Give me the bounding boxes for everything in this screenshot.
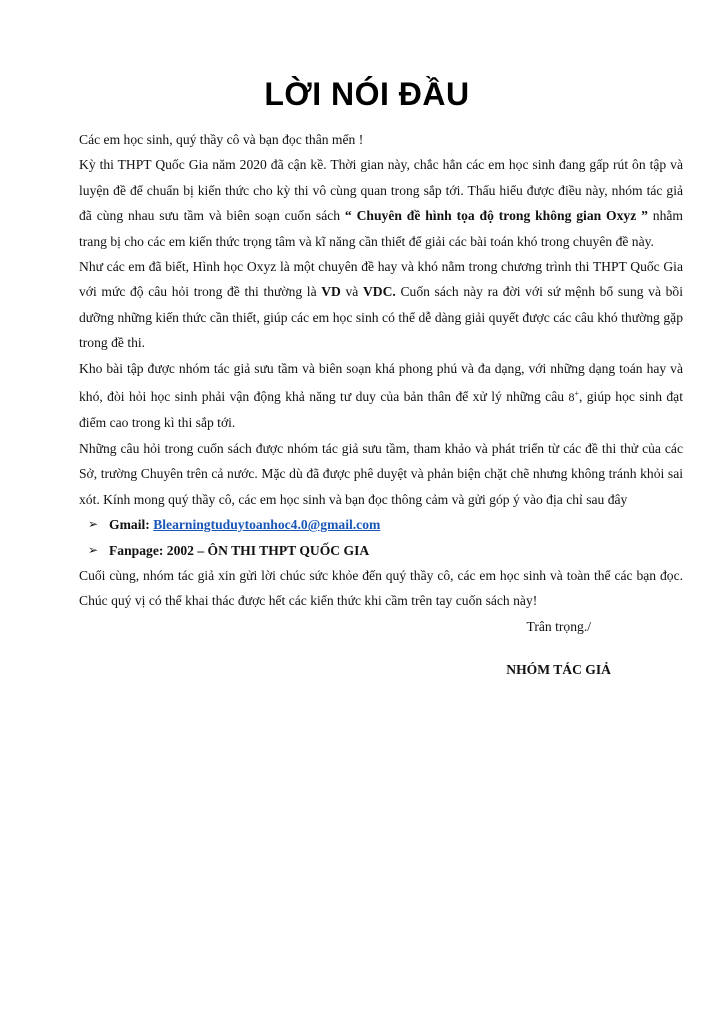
arrow-bullet-icon: ➢ [88,517,99,532]
score-plus: + [574,389,579,399]
greeting: Các em học sinh, quý thầy cô và bạn đọc thân mến ! [79,132,364,147]
level-vdc: VDC. [362,284,396,300]
paragraph-intro-text-end: nhằm trang bị cho các em kiến thức trọng tâm và kĩ năng cần thiết để giải các bài toán khó trong chuyên đề này. [79,208,683,249]
paragraph-exercises [79,356,683,436]
paragraph-topic-text: Như các em đã biết, Hình học Oxyz là một chuyên đề hay và khó nằm trong chương trình thi THPT Quốc Gia với mức độ câu hỏi trong đề thi thường là [79,259,683,300]
level-vd: VD [321,284,341,300]
arrow-bullet-icon: ➢ [88,542,99,557]
paragraph-closing: Cuối cùng, nhóm tác giả xin gửi lời chúc sức khỏe đến quý thầy cô, các em học sinh và toàn thể các bạn đọc. Chúc quý vị có thể khai thác được hết các kiến thức khi cầm trên tay cuốn sách này! [79,567,683,609]
paragraph-intro-text: Kỳ thi THPT Quốc Gia năm 2020 đã cận kề. Thời gian này, chắc hẳn các em học sinh đang gấp rút ôn tập và luyện đề để chuẩn bị kiến thức cho kỳ thi vô cùng quan trong sắp tới. Thấu hiểu được điều này, nhóm tác giả đã cùng nhau sưu tầm và biên soạn cuốn sách [79,157,683,224]
conjunction: và [340,284,363,300]
paragraph-topic [79,254,683,356]
document-body [79,127,683,683]
author-signature: NHÓM TÁC GIẢ [506,662,611,678]
gmail-label: Gmail: [109,517,154,533]
book-title: “ Chuyên đề hình tọa độ trong không gian Oxyz ” [344,208,648,224]
paragraph-topic-text-end: Cuốn sách này ra đời với sứ mệnh bổ sung và bồi dưỡng những kiến thức cần thiết, giúp các em học sinh có thể dễ dàng giải quyết được các câu khó thường gặp trong đề thi. [79,284,683,351]
page-title: LỜI NÓI ĐẦU [264,76,470,112]
contact-list [79,512,683,563]
score-value: 8 [568,390,575,405]
paragraph-exercises-text-end: , giúp học sinh đạt điểm cao trong kì thi sắp tới. [79,389,683,431]
contact-fanpage [79,538,683,563]
paragraph-sources: Những câu hỏi trong cuốn sách được nhóm tác giả sưu tầm, tham khảo và phát triển từ các đề thi thử của các Sở, trường Chuyên trên cả nước. Mặc dù đã được phê duyệt và phản biện chặt chẽ nhưng không tránh khỏi sai xót. Kính mong quý thầy cô, các em học sinh và bạn đọc thông cảm và gửi góp ý vào địa chỉ sau đây [79,440,683,507]
paragraph-exercises-text: Kho bài tập được nhóm tác giả sưu tầm và biên soạn khá phong phú và đa dạng, với những dạng toán hay và khó, đòi hỏi học sinh phải vận động khả năng tư duy của bản thân để xử lý những câu [79,360,683,405]
closing-regards: Trân trọng./ [526,618,591,634]
fanpage-label: Fanpage: 2002 – ÔN THI THPT QUỐC GIA [109,542,370,558]
contact-gmail [79,512,683,537]
gmail-link[interactable]: Blearningtuduytoanhoc4.0@gmail.com [153,517,381,533]
paragraph-intro [79,152,683,254]
